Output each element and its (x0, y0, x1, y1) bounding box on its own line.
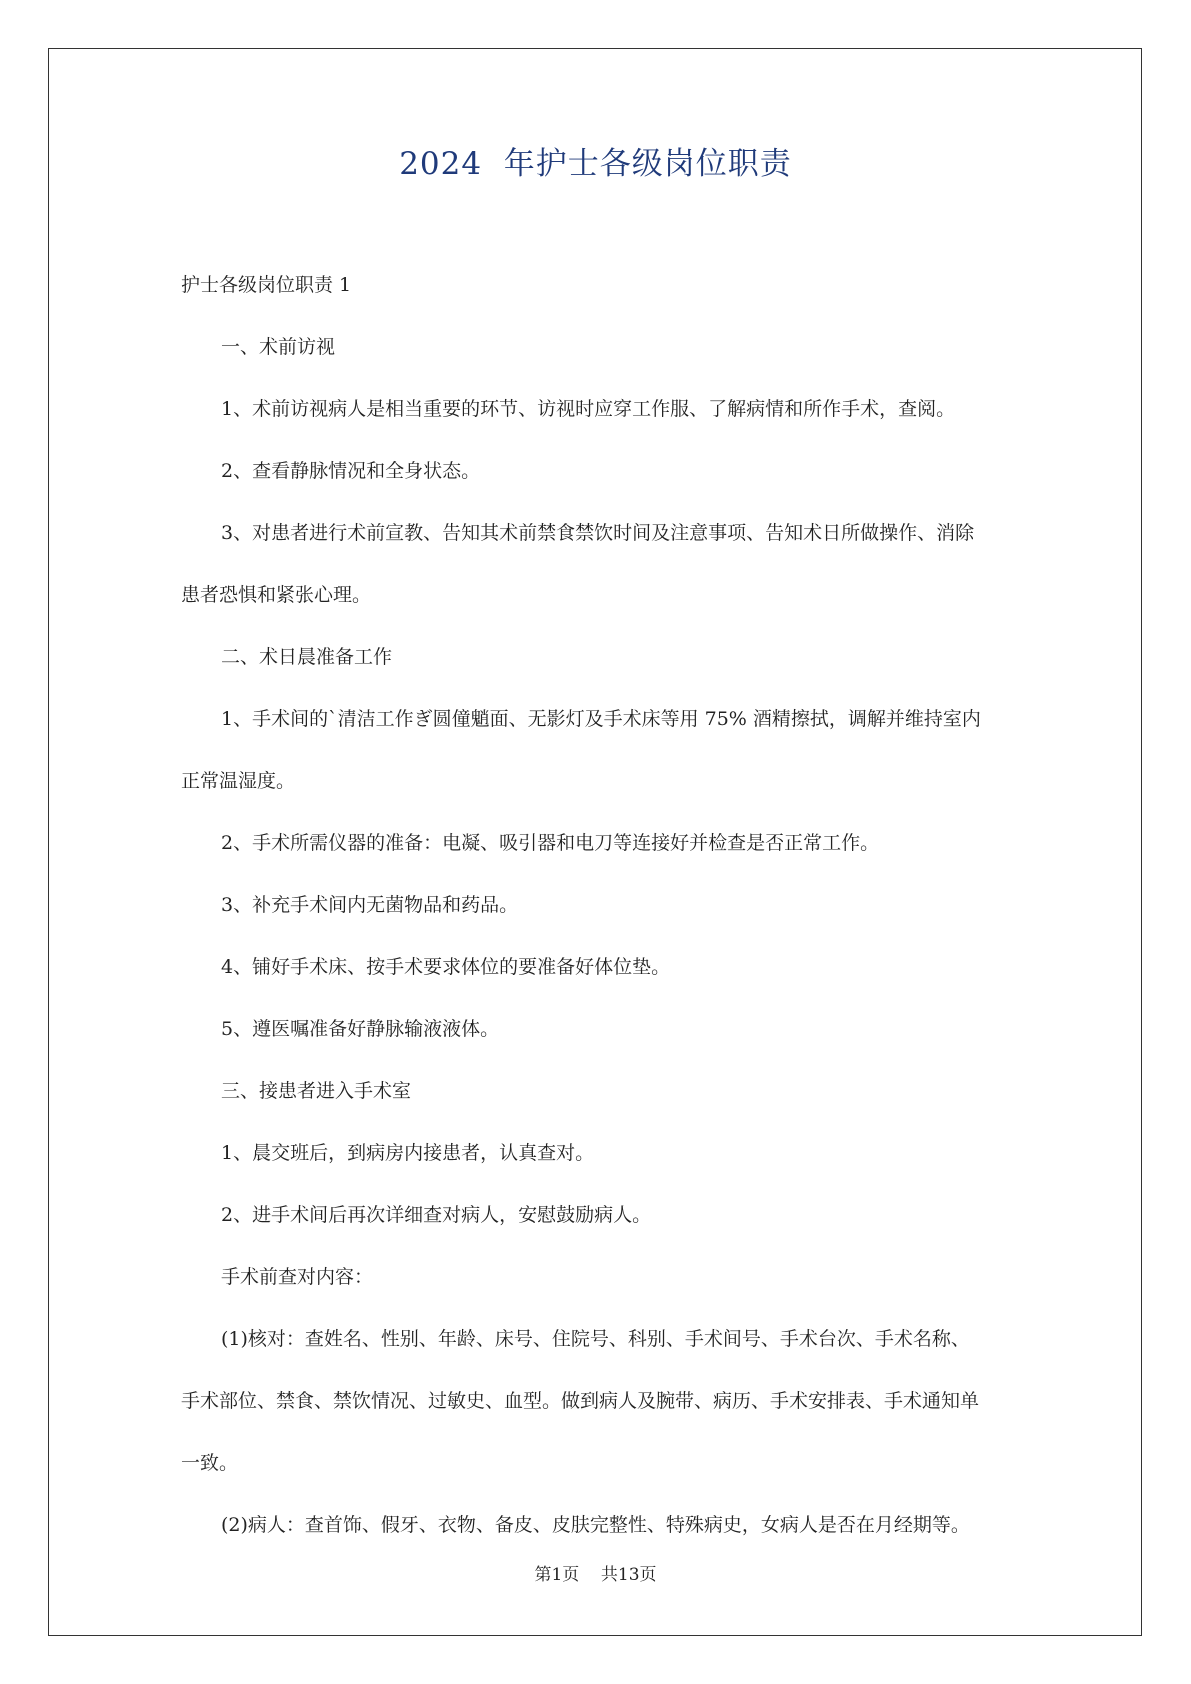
heading-morning-prep: 二、术日晨准备工作 (221, 646, 393, 668)
paragraph: 2、手术所需仪器的准备：电凝、吸引器和电刀等连接好并检查是否正常工作。 (221, 832, 880, 854)
paragraph: (2)病人：查首饰、假牙、衣物、备皮、皮肤完整性、特殊病史，女病人是否在月经期等。 (221, 1514, 970, 1536)
paragraph: 1、手术间的`清洁工作ぎ圆僮魈面、无影灯及手术床等用 75% 酒精擦拭，调解并维持室内 (221, 708, 981, 730)
page-number-footer: 第1页 共13页 (534, 1565, 657, 1585)
paragraph: (1)核对：查姓名、性别、年龄、床号、住院号、科别、手术间号、手术台次、手术名称、 (221, 1328, 970, 1350)
paragraph: 1、术前访视病人是相当重要的环节、访视时应穿工作服、了解病情和所作手术，查阅。 (221, 398, 956, 420)
document-title: 2024 年护士各级岗位职责 (399, 146, 792, 182)
paragraph-continuation: 正常温湿度。 (181, 770, 296, 792)
heading-preop-visit: 一、术前访视 (221, 336, 336, 358)
document-body (181, 254, 1015, 1556)
paragraph: 2、进手术间后再次详细查对病人，安慰鼓励病人。 (221, 1204, 652, 1226)
paragraph: 3、对患者进行术前宣教、告知其术前禁食禁饮时间及注意事项、告知术日所做操作、消除 (221, 522, 975, 544)
paragraph: 3、补充手术间内无菌物品和药品。 (221, 894, 519, 916)
paragraph-continuation: 一致。 (181, 1452, 239, 1474)
paragraph: 5、遵医嘱准备好静脉输液液体。 (221, 1018, 500, 1040)
paragraph: 1、晨交班后，到病房内接患者，认真查对。 (221, 1142, 595, 1164)
paragraph: 2、查看静脉情况和全身状态。 (221, 460, 481, 482)
paragraph: 4、铺好手术床、按手术要求体位的要准备好体位垫。 (221, 956, 671, 978)
paragraph-continuation: 患者恐惧和紧张心理。 (181, 584, 372, 606)
section-title: 护士各级岗位职责 1 (181, 274, 352, 296)
subheading-checklist: 手术前查对内容： (221, 1266, 374, 1288)
paragraph-continuation: 手术部位、禁食、禁饮情况、过敏史、血型。做到病人及腕带、病历、手术安排表、手术通知单 (181, 1390, 980, 1412)
heading-receive-patient: 三、接患者进入手术室 (221, 1080, 412, 1102)
